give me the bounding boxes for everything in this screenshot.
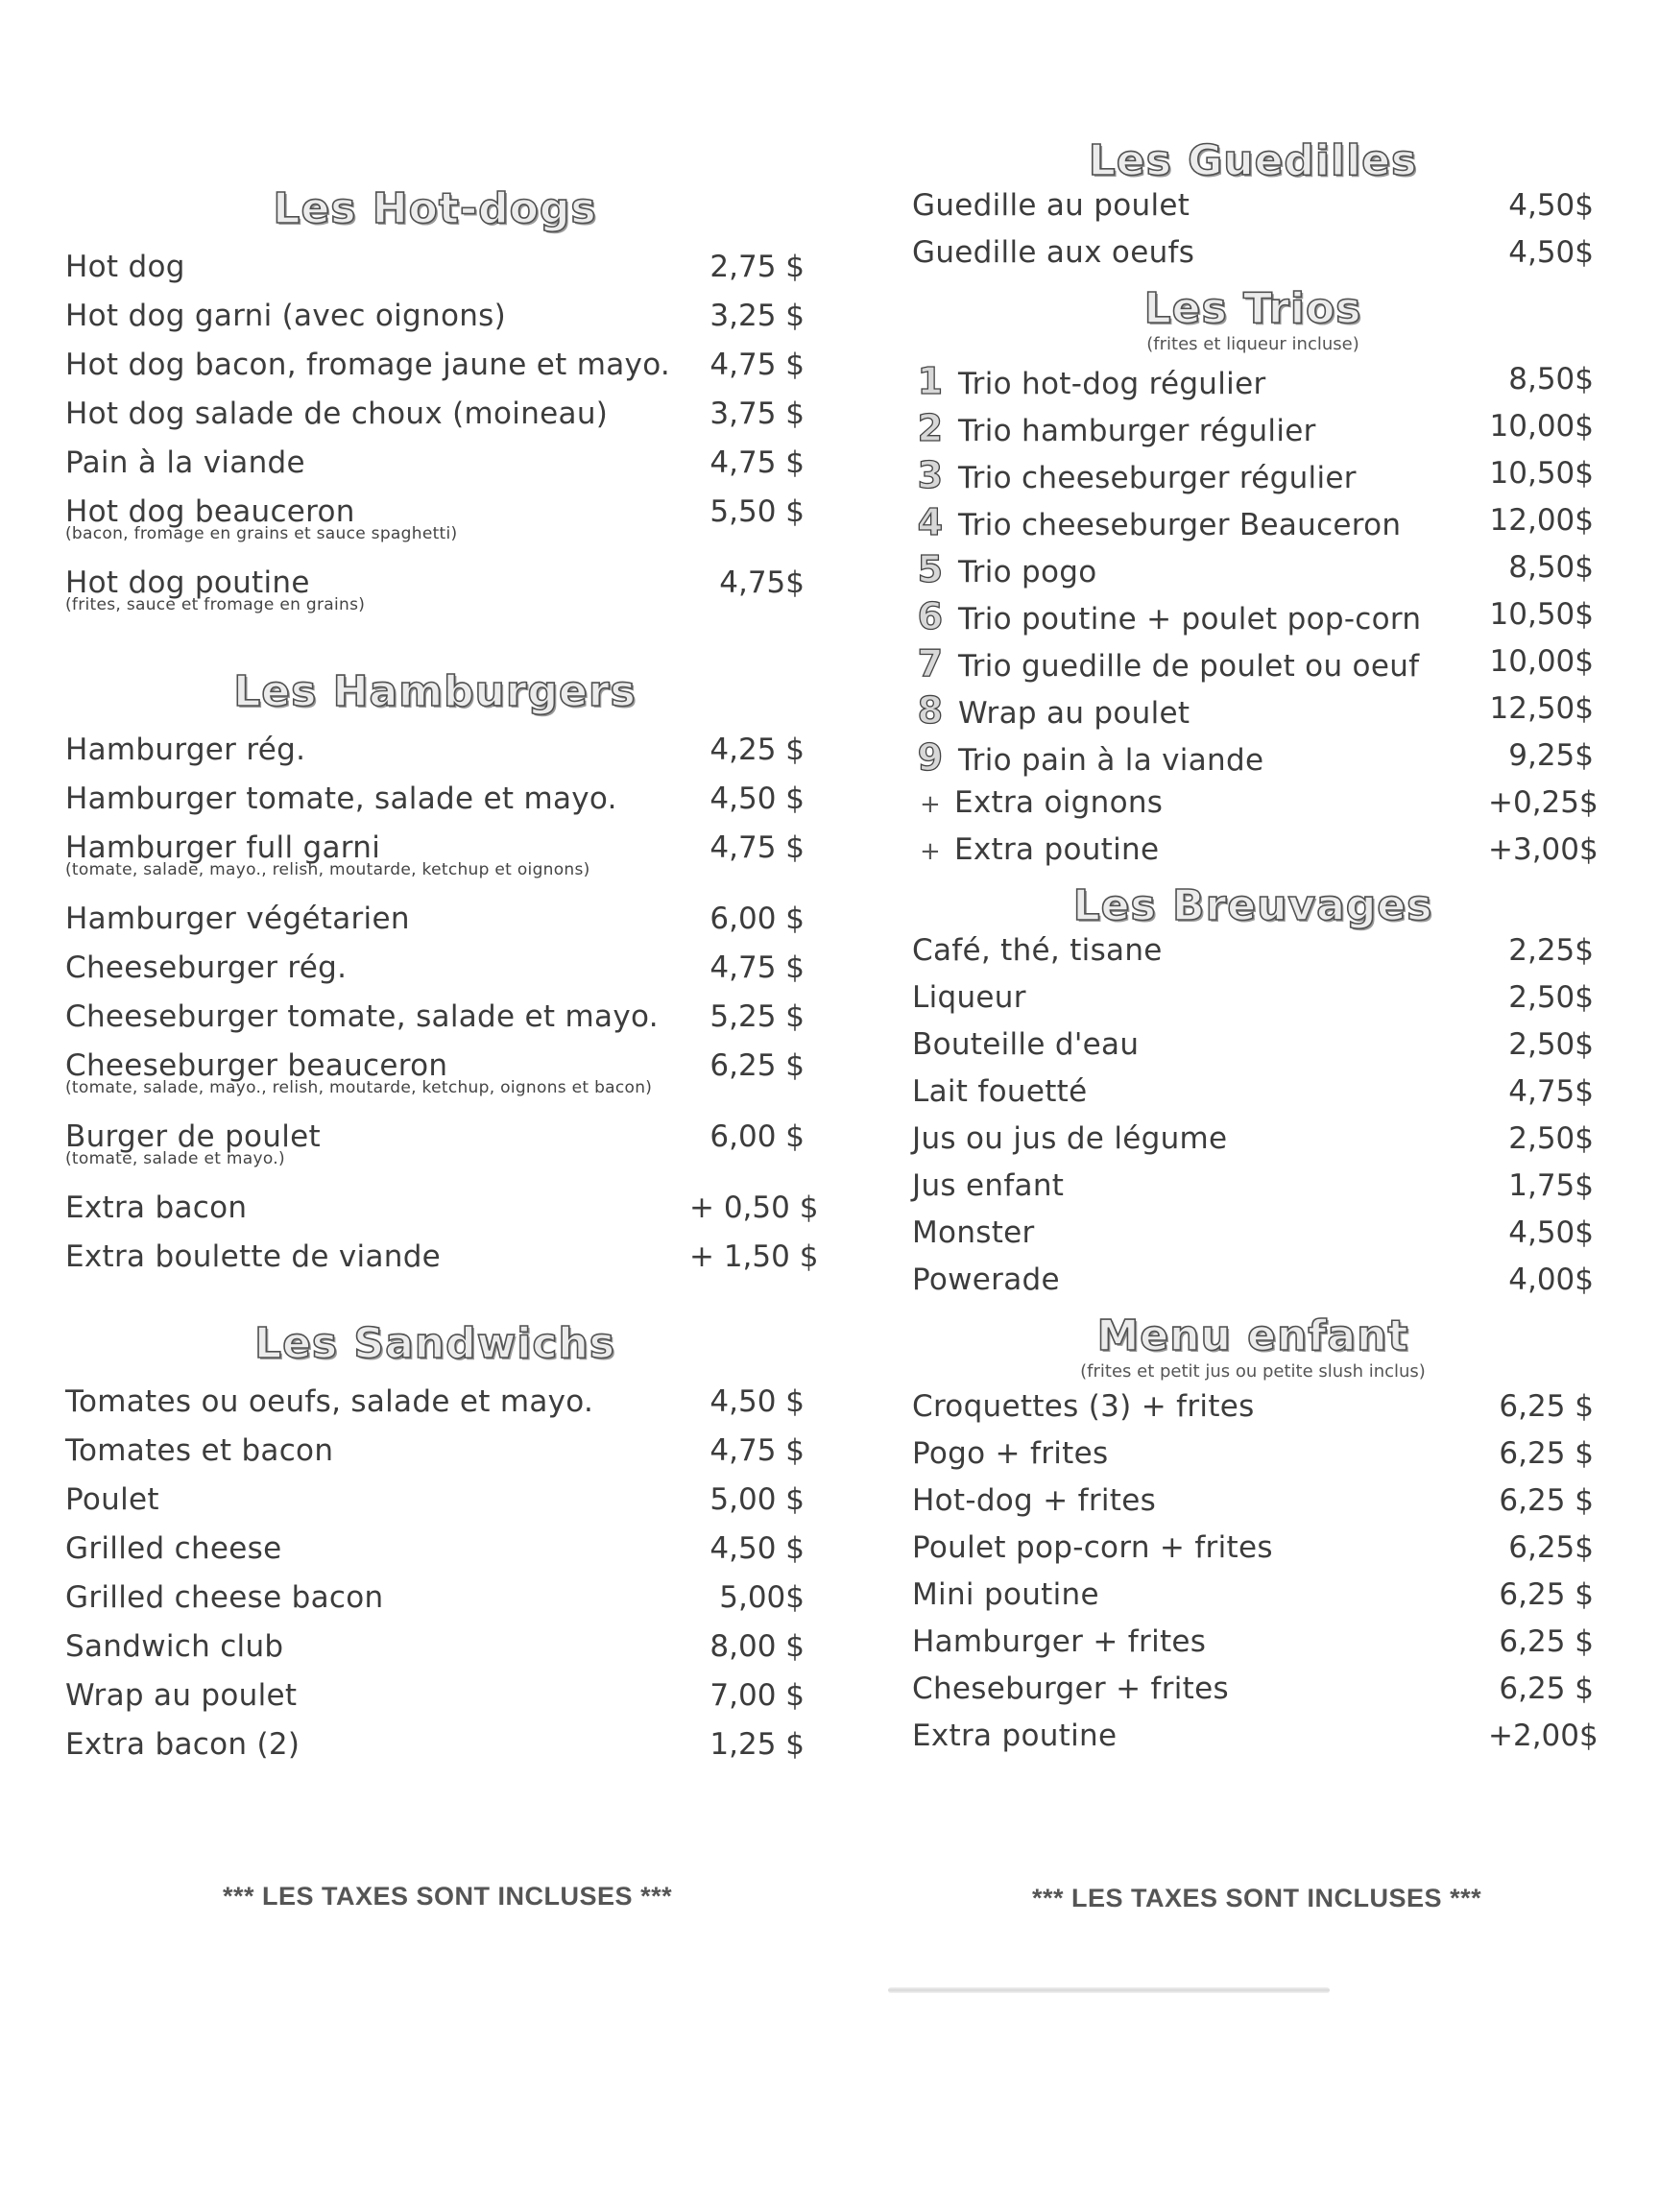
item-name: Hamburger full garni [65,830,381,865]
enfant-subtitle: (frites et petit jus ou petite slush inclus) [1080,1361,1426,1382]
item-name: Guedille aux oeufs [912,235,1195,270]
menu-item [65,397,805,445]
item-name: Extra bacon [65,1190,248,1225]
item-name: Hot dog bacon, fromage jaune et mayo. [65,348,671,382]
item-price: 4,50 $ [709,1531,805,1566]
menu-item [912,785,1599,832]
item-name: Hot dog salade de choux (moineau) [65,397,609,431]
taxes-note-right: *** LES TAXES SONT INCLUSES *** [1032,1884,1482,1912]
menu-item [65,494,805,565]
menu-item [912,362,1594,409]
item-name: Mini poutine [912,1577,1099,1612]
hotdogs-title: Les Hot-dogs [273,184,597,233]
item-price: 4,50 $ [709,1384,805,1419]
menu-item [912,1483,1594,1530]
item-price: 4,50 $ [709,781,805,816]
item-price: 2,75 $ [709,250,805,284]
item-name: Extra bacon (2) [65,1727,301,1762]
item-name: Lait fouetté [912,1074,1088,1109]
item-price: 5,25 $ [709,999,805,1034]
item-price: 8,00 $ [709,1629,805,1664]
item-description: (tomate, salade, mayo., relish, moutarde, ketchup, oignons et bacon) [65,1078,653,1097]
item-name: Hamburger rég. [65,733,306,767]
item-name: Hamburger tomate, salade et mayo. [65,781,617,816]
item-price: 4,75 $ [709,1433,805,1468]
item-price: 6,25 $ [1499,1624,1594,1659]
sandwichs-list [65,1384,805,1776]
menu-item [65,1678,805,1727]
menu-item [912,933,1594,980]
item-name: Poulet pop-corn + frites [912,1530,1273,1565]
sandwichs-title: Les Sandwichs [254,1319,615,1368]
guedilles-list [912,188,1594,282]
menu-item [912,503,1594,550]
item-price: 6,00 $ [709,1119,805,1154]
item-name: Extra poutine [954,832,1160,867]
item-price: 4,50$ [1508,235,1594,270]
menu-item [65,1190,819,1239]
item-price: 6,25 $ [709,1048,805,1083]
menu-item [912,456,1594,503]
item-name: Trio poutine + poulet pop-corn [958,602,1422,637]
item-price: 6,25 $ [1499,1671,1594,1706]
item-price: 5,00$ [719,1580,805,1615]
item-number: 6 [917,595,944,637]
menu-item [912,597,1594,644]
item-price: + 1,50 $ [689,1239,819,1274]
guedilles-title: Les Guedilles [1088,136,1418,185]
menu-item [65,999,805,1048]
menu-item [912,550,1594,597]
menu-item [912,1389,1594,1436]
breuvages-section [912,879,1594,1310]
menu-item [912,235,1594,282]
item-price: + 0,50 $ [689,1190,819,1225]
item-price: 2,50$ [1508,980,1594,1015]
item-name: Jus ou jus de légume [912,1121,1228,1156]
item-price: 4,75 $ [709,445,805,480]
item-description: (frites, sauce et fromage en grains) [65,595,366,614]
item-name: Wrap au poulet [65,1678,298,1713]
item-price: 10,50$ [1489,456,1594,491]
menu-item [912,1436,1594,1483]
item-name: Pogo + frites [912,1436,1109,1471]
item-number: 4 [917,501,944,543]
item-price: 4,75 $ [709,950,805,985]
item-price: 5,50 $ [709,494,805,529]
menu-item [65,565,805,637]
menu-item [912,1027,1594,1074]
item-name: Powerade [912,1262,1060,1297]
menu-item [65,950,805,999]
item-description: (tomate, salade et mayo.) [65,1149,285,1168]
item-name: Sandwich club [65,1629,284,1664]
item-number: 8 [917,689,944,732]
item-price: 2,50$ [1508,1027,1594,1062]
enfant-section [912,1310,1599,1766]
menu-item [912,1719,1599,1766]
item-price: 10,00$ [1489,409,1594,444]
menu-item [912,188,1594,235]
trios-title: Les Trios [1143,284,1362,333]
trios-section [912,282,1599,879]
item-price: +0,25$ [1488,785,1599,820]
menu-item [912,1671,1594,1719]
item-name: Burger de poulet [65,1119,321,1154]
item-price: 4,75$ [719,565,805,600]
item-name: Extra oignons [954,785,1164,820]
item-price: 3,75 $ [709,397,805,431]
breuvages-list [912,933,1594,1310]
menu-item [65,299,805,348]
item-name: Extra poutine [912,1719,1118,1753]
item-number: 9 [917,736,944,779]
menu-item [65,1727,805,1776]
item-name: Trio guedille de poulet ou oeuf [958,649,1420,684]
item-price: 4,50$ [1508,188,1594,223]
item-name: Hot-dog + frites [912,1483,1157,1518]
item-name: Trio hot-dog régulier [958,367,1266,401]
item-price: 10,50$ [1489,597,1594,632]
item-price: 6,25 $ [1499,1389,1594,1424]
menu-item [912,1624,1594,1671]
item-price: 12,50$ [1489,691,1594,726]
item-name: Liqueur [912,980,1026,1015]
menu-item [65,348,805,397]
item-name: Trio pain à la viande [958,743,1264,778]
item-number: 3 [917,454,944,496]
item-price: 8,50$ [1508,550,1594,585]
item-name: Guedille au poulet [912,188,1190,223]
taxes-note-left: *** LES TAXES SONT INCLUSES *** [223,1882,673,1911]
menu-item [912,1121,1594,1168]
item-name: Monster [912,1215,1035,1250]
item-price: 5,00 $ [709,1482,805,1517]
menu-item [65,1482,805,1531]
item-price: 4,75$ [1508,1074,1594,1109]
item-price: 9,25$ [1508,738,1594,773]
menu-item [912,738,1594,785]
item-description: (tomate, salade, mayo., relish, moutarde, ketchup et oignons) [65,860,590,879]
item-name: Trio pogo [958,555,1097,589]
menu-item [65,733,805,781]
menu-item [65,1384,805,1433]
item-name: Croquettes (3) + frites [912,1389,1255,1424]
left-column [65,182,819,1805]
item-price: +3,00$ [1488,832,1599,867]
item-description: (bacon, fromage en grains et sauce spaghetti) [65,524,458,543]
item-name: Hamburger végétarien [65,902,410,936]
item-name: Cheeseburger tomate, salade et mayo. [65,999,659,1034]
breuvages-title: Les Breuvages [1072,881,1433,930]
trios-list [912,360,1599,879]
item-name: Cheseburger + frites [912,1671,1229,1706]
item-price: 1,25 $ [709,1727,805,1762]
menu-item [912,1577,1594,1624]
item-price: 4,25 $ [709,733,805,767]
item-name: Hot dog [65,250,185,284]
item-price: 6,25$ [1508,1530,1594,1565]
menu-item [912,1530,1594,1577]
item-number: 7 [917,642,944,685]
item-price: 7,00 $ [709,1678,805,1713]
menu-item [912,1074,1594,1121]
menu-item [912,409,1594,456]
menu-item [912,691,1594,738]
menu-item [912,1168,1594,1215]
item-name: Wrap au poulet [958,696,1190,731]
menu-item [65,1239,819,1288]
menu-item [65,1119,805,1190]
item-price: 4,50$ [1508,1215,1594,1250]
menu-item [65,250,805,299]
menu-item [912,644,1594,691]
item-name: Extra boulette de viande [65,1239,442,1274]
hamburgers-section [65,665,819,1288]
item-price: 6,25 $ [1499,1436,1594,1471]
item-number: 1 [917,360,944,402]
item-price: 3,25 $ [709,299,805,333]
menu-item [912,832,1599,879]
menu-item [912,1262,1594,1310]
item-price: 6,25 $ [1499,1577,1594,1612]
item-price: 6,00 $ [709,902,805,936]
menu-item [65,1433,805,1482]
plus-icon: + [919,837,942,866]
item-name: Jus enfant [912,1168,1065,1203]
right-column [912,134,1599,1766]
item-name: Café, thé, tisane [912,933,1163,968]
item-number: 5 [917,548,944,590]
menu-item [912,1215,1594,1262]
item-name: Cheeseburger rég. [65,950,348,985]
item-name: Cheeseburger beauceron [65,1048,448,1083]
item-name: Tomates ou oeufs, salade et mayo. [65,1384,594,1419]
menu-item [65,1048,805,1119]
item-name: Bouteille d'eau [912,1027,1140,1062]
item-name: Grilled cheese [65,1531,282,1566]
item-name: Hot dog poutine [65,565,310,600]
item-name: Trio cheeseburger régulier [958,461,1357,495]
item-name: Hamburger + frites [912,1624,1207,1659]
hotdogs-list [65,250,805,637]
scan-artifact-line [888,1987,1330,1993]
trios-subtitle: (frites et liqueur incluse) [1146,334,1359,354]
item-name: Trio hamburger régulier [958,414,1316,448]
menu-item [65,830,805,902]
item-price: 6,25 $ [1499,1483,1594,1518]
item-price: 8,50$ [1508,362,1594,397]
menu-item [65,1629,805,1678]
hamburgers-title: Les Hamburgers [233,667,637,716]
item-price: 10,00$ [1489,644,1594,679]
item-price: 4,00$ [1508,1262,1594,1297]
item-price: 4,75 $ [709,830,805,865]
item-price: 2,25$ [1508,933,1594,968]
guedilles-section [912,134,1594,282]
enfant-list [912,1389,1599,1766]
item-name: Trio cheeseburger Beauceron [958,508,1402,542]
menu-item [65,1580,805,1629]
item-price: 4,75 $ [709,348,805,382]
item-number: 2 [917,407,944,449]
hamburgers-list [65,733,819,1288]
plus-icon: + [919,790,942,819]
menu-item [65,445,805,494]
item-name: Tomates et bacon [65,1433,334,1468]
menu-item [65,781,805,830]
item-name: Grilled cheese bacon [65,1580,384,1615]
menu-item [65,902,805,950]
item-price: 1,75$ [1508,1168,1594,1203]
sandwichs-section [65,1317,805,1776]
item-price: 2,50$ [1508,1121,1594,1156]
item-name: Pain à la viande [65,445,305,480]
item-price: 12,00$ [1489,503,1594,538]
item-name: Hot dog garni (avec oignons) [65,299,507,333]
menu-item [65,1531,805,1580]
item-price: +2,00$ [1488,1719,1599,1753]
enfant-title: Menu enfant [1096,1311,1409,1360]
menu-item [912,980,1594,1027]
item-name: Hot dog beauceron [65,494,355,529]
item-name: Poulet [65,1482,159,1517]
hotdogs-section [65,182,805,637]
